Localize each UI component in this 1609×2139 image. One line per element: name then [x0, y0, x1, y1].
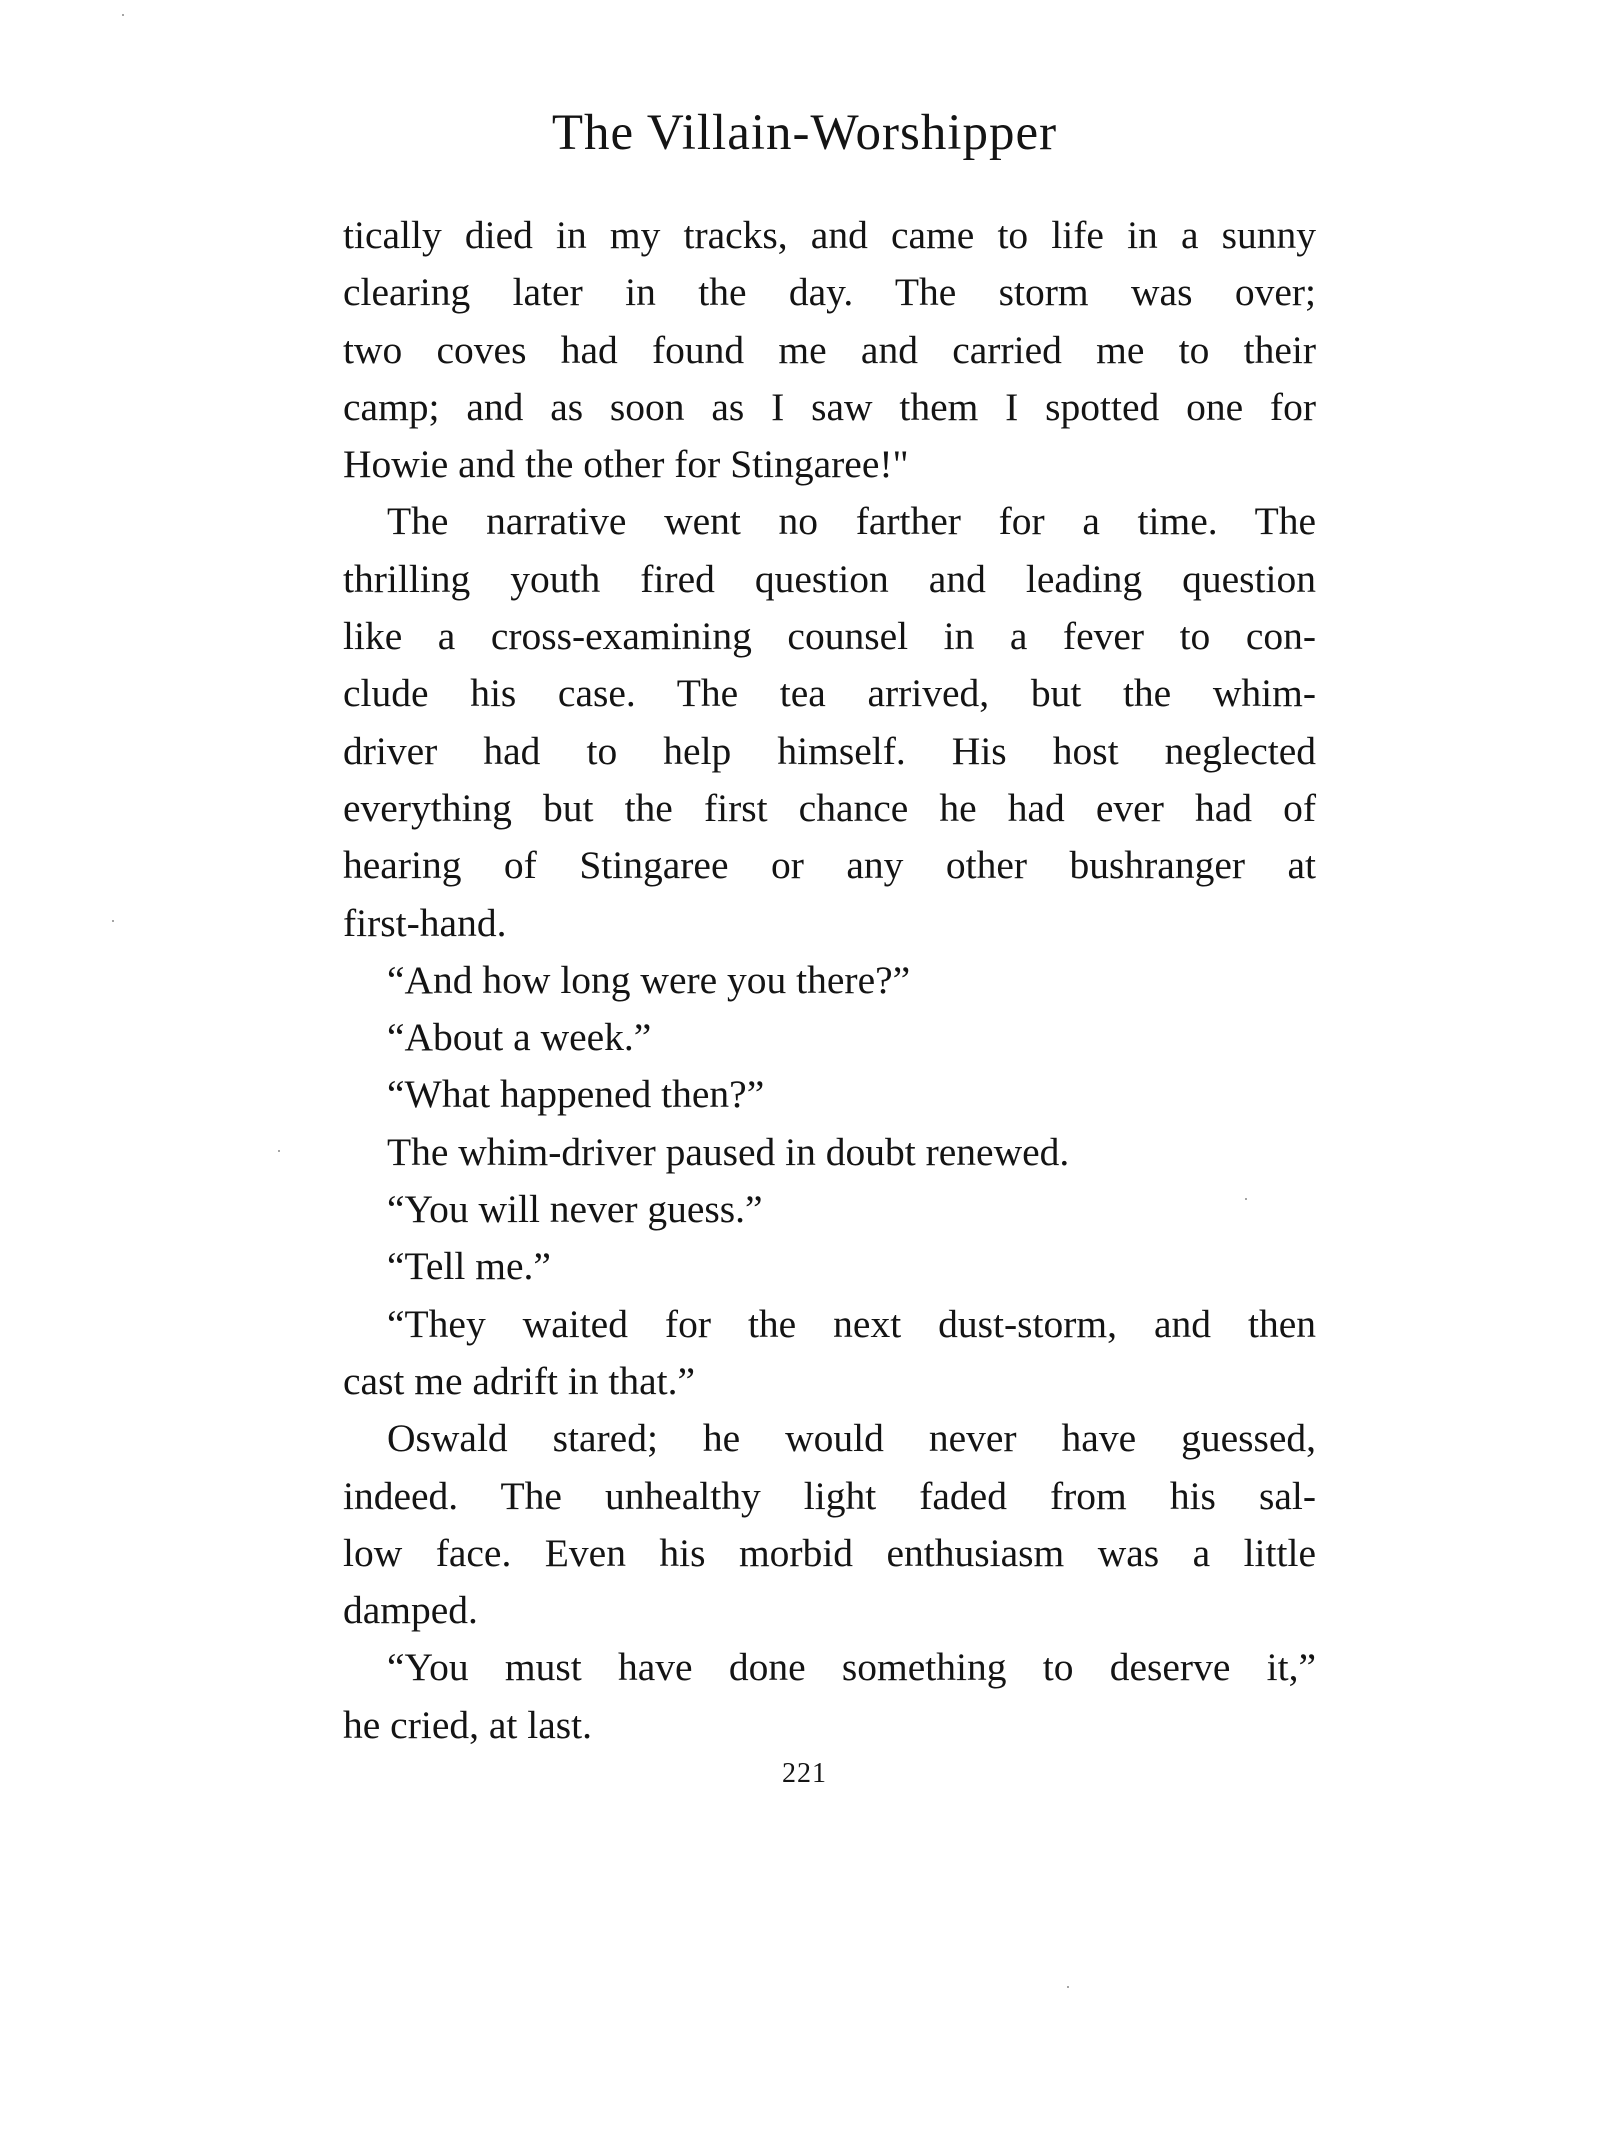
text-line: The narrative went no farther for a time. The — [387, 499, 1316, 544]
paper-speck — [1067, 1986, 1069, 1988]
text-line: clude his case. The tea arrived, but the whim- — [343, 671, 1316, 716]
text-line: “You will never guess.” — [387, 1187, 763, 1232]
text-line: everything but the first chance he had ever had of — [343, 785, 1316, 830]
text-line: low face. Even his morbid enthusiasm was a little — [343, 1530, 1316, 1575]
paper-speck — [112, 920, 114, 922]
text-line: The whim-driver paused in doubt renewed. — [387, 1129, 1070, 1174]
text-line: tically died in my tracks, and came to life in a sunny — [343, 213, 1316, 257]
text-line: indeed. The unhealthy light faded from his sal- — [343, 1473, 1316, 1518]
text-line: two coves had found me and carried me to their — [343, 327, 1316, 372]
paper-speck — [278, 1150, 280, 1152]
text-line: first-hand. — [343, 900, 507, 945]
text-line: “Tell me.” — [387, 1244, 551, 1289]
text-line: camp; and as soon as I saw them I spotted one for — [343, 384, 1316, 429]
running-title: The Villain-Worshipper — [551, 105, 1058, 161]
text-line: cast me adrift in that.” — [343, 1358, 696, 1403]
text-line: thrilling youth fired question and leading question — [343, 556, 1316, 601]
text-line: driver had to help himself. His host neglected — [343, 728, 1316, 773]
text-line: “They waited for the next dust-storm, and then — [387, 1301, 1316, 1346]
page-number: 221 — [782, 1758, 827, 1789]
paper-speck — [122, 14, 124, 16]
text-line: “And how long were you there?” — [387, 957, 911, 1002]
text-line: Howie and the other for Stingaree!" — [343, 442, 909, 487]
paper-speck — [1245, 1198, 1247, 1200]
text-line: damped. — [343, 1588, 478, 1633]
text-line: clearing later in the day. The storm was over; — [343, 270, 1316, 315]
text-line: “About a week.” — [387, 1015, 652, 1060]
text-line: “You must have done something to deserve it,” — [387, 1645, 1316, 1690]
text-line: like a cross-examining counsel in a fever to con- — [343, 614, 1316, 659]
text-line: hearing of Stingaree or any other bushranger at — [343, 843, 1316, 888]
text-line: he cried, at last. — [343, 1702, 592, 1747]
text-line: Oswald stared; he would never have guessed, — [387, 1416, 1316, 1461]
text-line: “What happened then?” — [387, 1072, 765, 1117]
body-text — [343, 207, 1316, 1754]
